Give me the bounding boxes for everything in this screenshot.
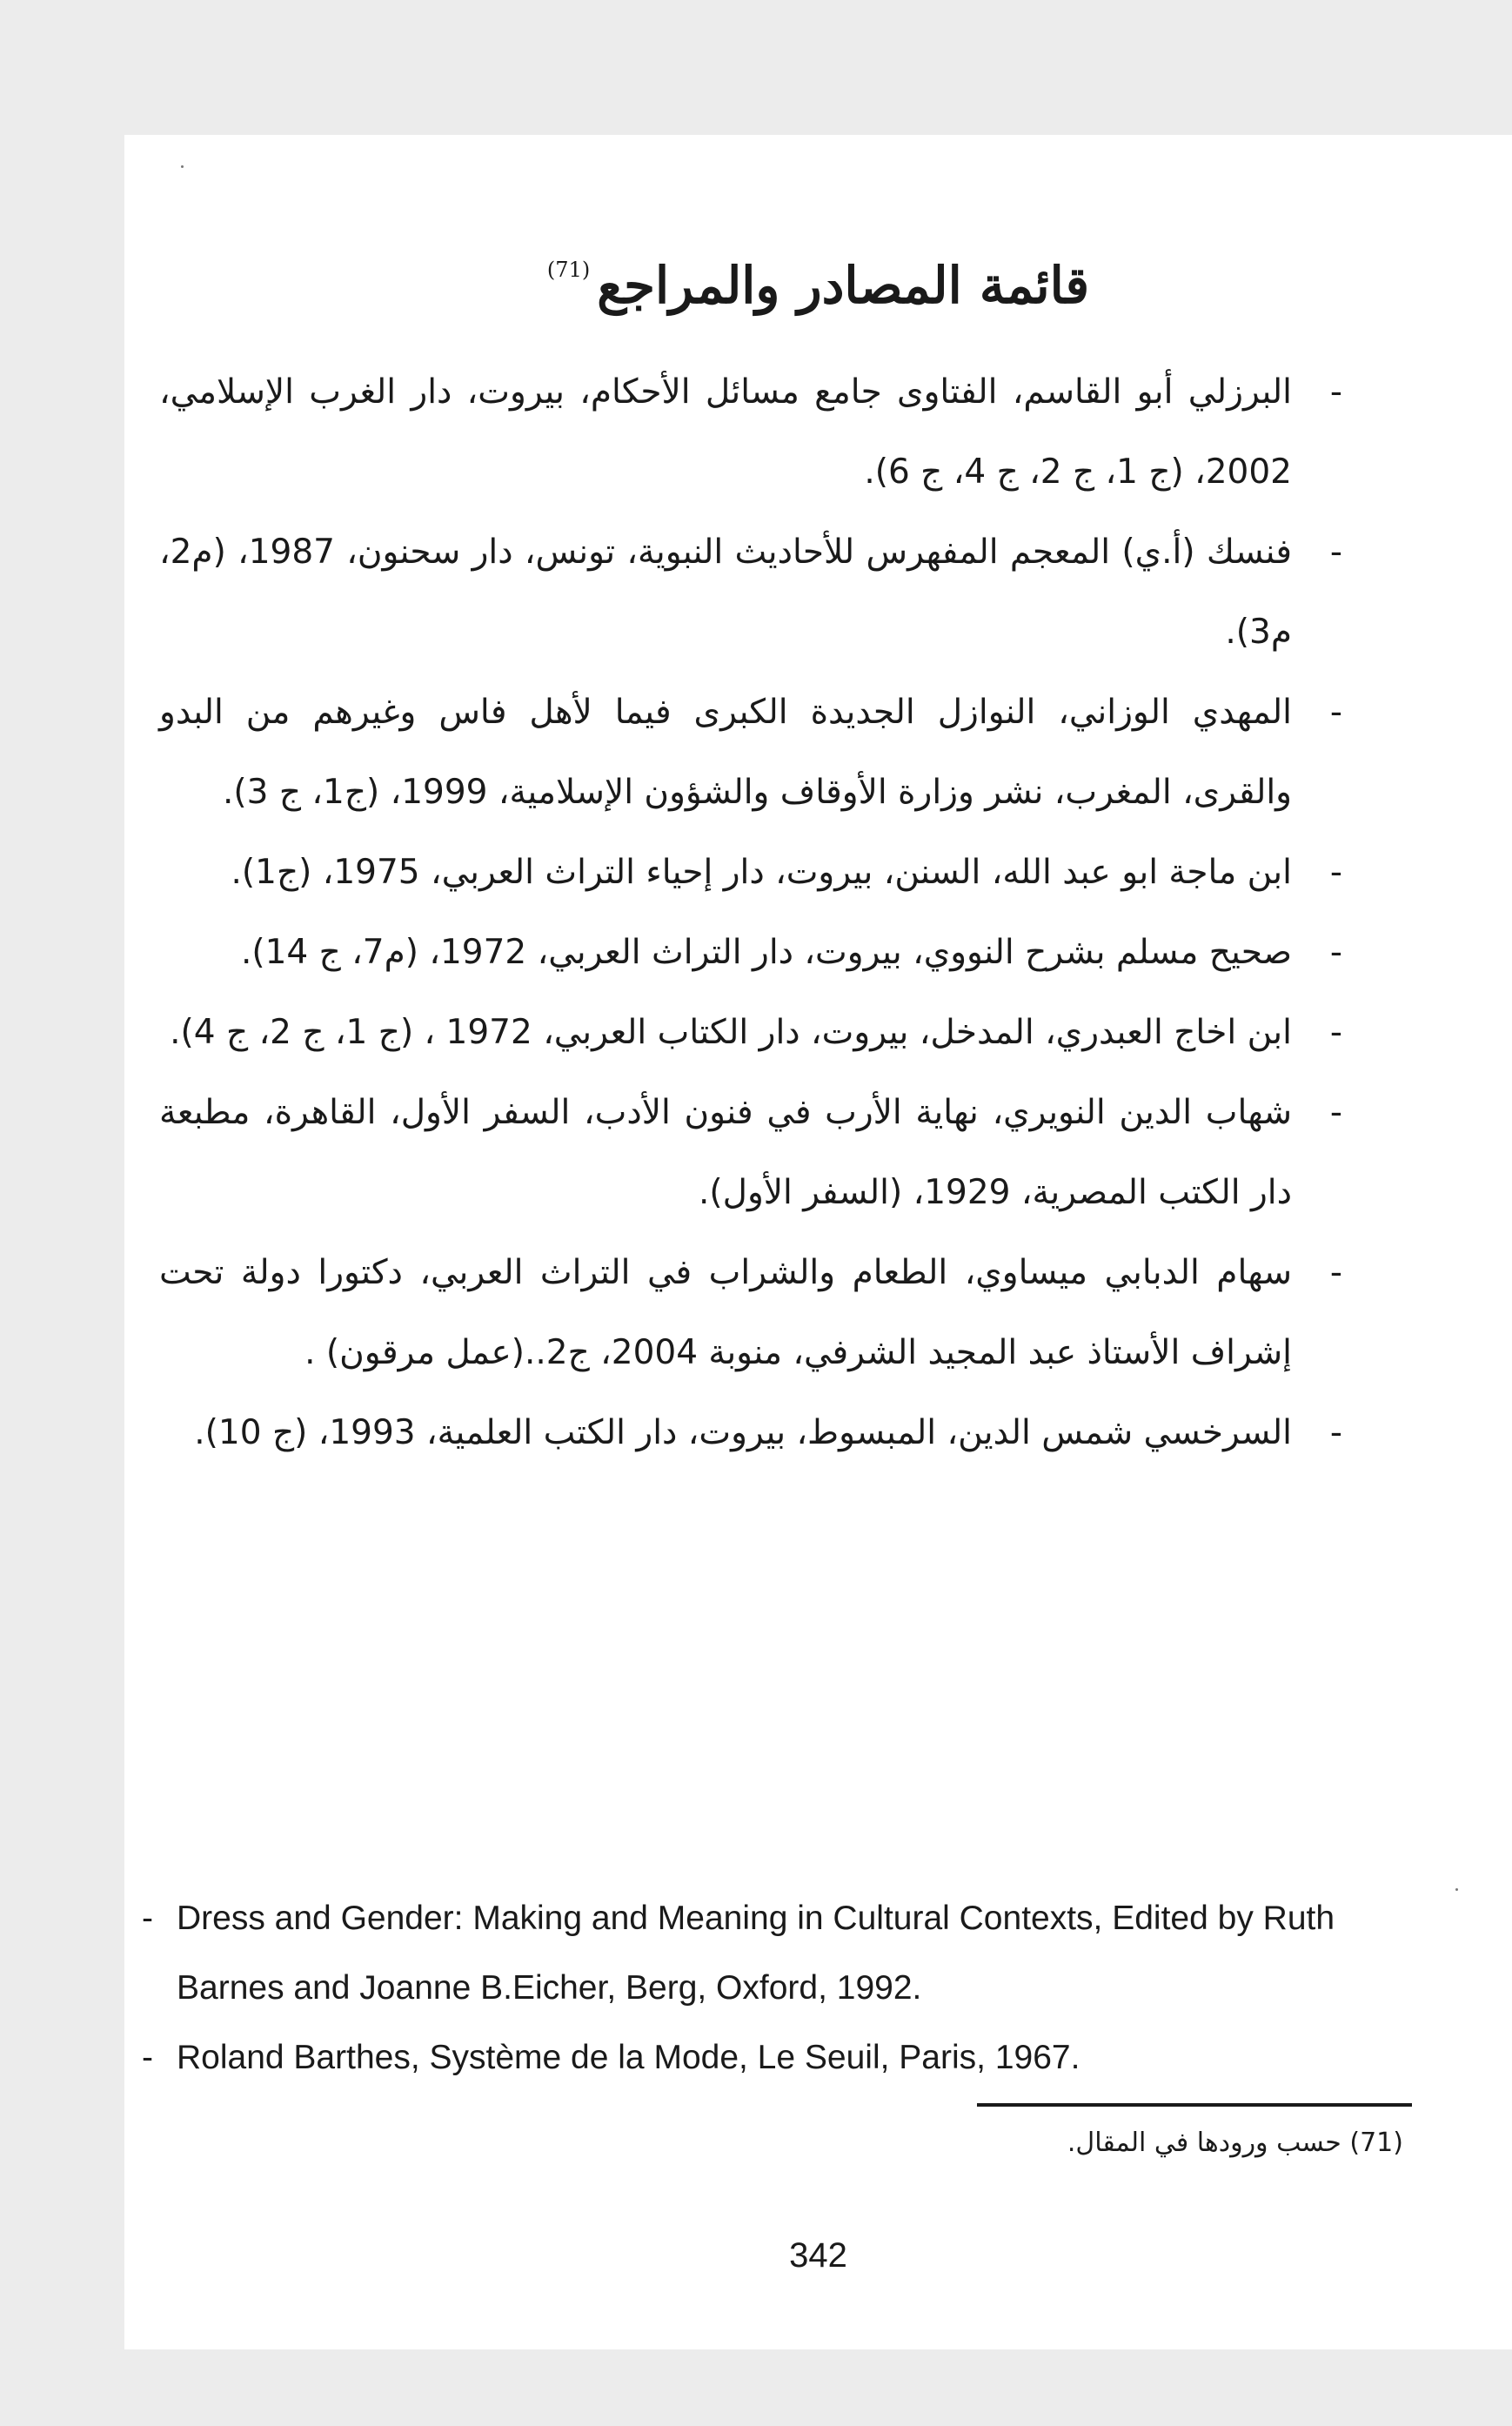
page-title <box>124 256 1512 315</box>
english-references-list <box>142 1884 1395 2093</box>
list-marker: - <box>1329 693 1342 732</box>
reference-item <box>159 1233 1342 1393</box>
list-marker: - <box>142 1900 153 1937</box>
footnote-separator <box>977 2103 1412 2107</box>
reference-item <box>159 1073 1342 1233</box>
reference-item <box>142 1884 1395 2023</box>
list-marker: - <box>1329 1413 1342 1452</box>
list-marker: - <box>142 2039 153 2076</box>
list-marker: - <box>1329 1013 1342 1052</box>
arabic-references-list <box>159 352 1342 1473</box>
reference-text: Roland Barthes, Système de la Mode, Le Seuil, Paris, 1967. <box>177 2039 1080 2076</box>
reference-item <box>159 352 1342 513</box>
reference-text: ابن اخاج العبدري، المدخل، بيروت، دار الكتاب العربي، 1972 ، (ج 1، ج 2، ج 4). <box>170 1013 1292 1052</box>
list-marker: - <box>1329 1253 1342 1292</box>
reference-text: المهدي الوزاني، النوازل الجديدة الكبرى فيما لأهل فاس وغيرهم من البدو والقرى، المغرب، نشر وزارة الأوقاف والشؤون الإسلامية، 1999، (ج1، ج 3). <box>159 693 1292 812</box>
reference-item <box>159 1393 1342 1473</box>
reference-text: ابن ماجة ابو عبد الله، السنن، بيروت، دار إحياء التراث العربي، 1975، (ج1). <box>231 853 1292 892</box>
reference-text: سهام الدبابي ميساوي، الطعام والشراب في التراث العربي، دكتورا دولة تحت إشراف الأستاذ عبد المجيد الشرفي، منوبة 2004، ج2..(عمل مرقون) . <box>159 1253 1292 1372</box>
reference-item <box>142 2023 1395 2093</box>
reference-item <box>159 993 1342 1073</box>
reference-text: Dress and Gender: Making and Meaning in Cultural Contexts, Edited by Ruth Barnes and Joanne B.Eicher, Berg, Oxford, 1992. <box>177 1900 1335 2007</box>
list-marker: - <box>1329 533 1342 572</box>
reference-item <box>159 673 1342 833</box>
reference-item <box>159 913 1342 993</box>
reference-text: فنسك (أ.ي) المعجم المفهرس للأحاديث النبوية، تونس، دار سحنون، 1987، (م2، م3). <box>159 533 1292 652</box>
reference-item <box>159 513 1342 673</box>
list-marker: - <box>1329 933 1342 972</box>
page-number: 342 <box>789 2236 847 2275</box>
list-marker: - <box>1329 1093 1342 1132</box>
title-footnote-marker: (71) <box>546 257 591 282</box>
reference-item <box>159 833 1342 913</box>
reference-text: صحيح مسلم بشرح النووي، بيروت، دار التراث العربي، 1972، (م7، ج 14). <box>240 933 1292 972</box>
reference-text: السرخسي شمس الدين، المبسوط، بيروت، دار الكتب العلمية، 1993، (ج 10). <box>194 1413 1292 1452</box>
title-text: قائمة المصادر والمراجع <box>597 255 1090 315</box>
footnote: (71) حسب ورودها في المقال. <box>1067 2128 1403 2158</box>
list-marker: - <box>1329 853 1342 892</box>
reference-text: شهاب الدين النويري، نهاية الأرب في فنون الأدب، السفر الأول، القاهرة، مطبعة دار الكتب المصرية، 1929، (السفر الأول). <box>159 1093 1292 1212</box>
list-marker: - <box>1329 372 1342 412</box>
document-page <box>124 135 1512 2349</box>
scan-speck <box>181 165 184 168</box>
reference-text: البرزلي أبو القاسم، الفتاوى جامع مسائل الأحكام، بيروت، دار الغرب الإسلامي، 2002، (ج 1، ج 2، ج 4، ج 6). <box>159 372 1292 492</box>
scan-speck <box>1455 1888 1458 1891</box>
